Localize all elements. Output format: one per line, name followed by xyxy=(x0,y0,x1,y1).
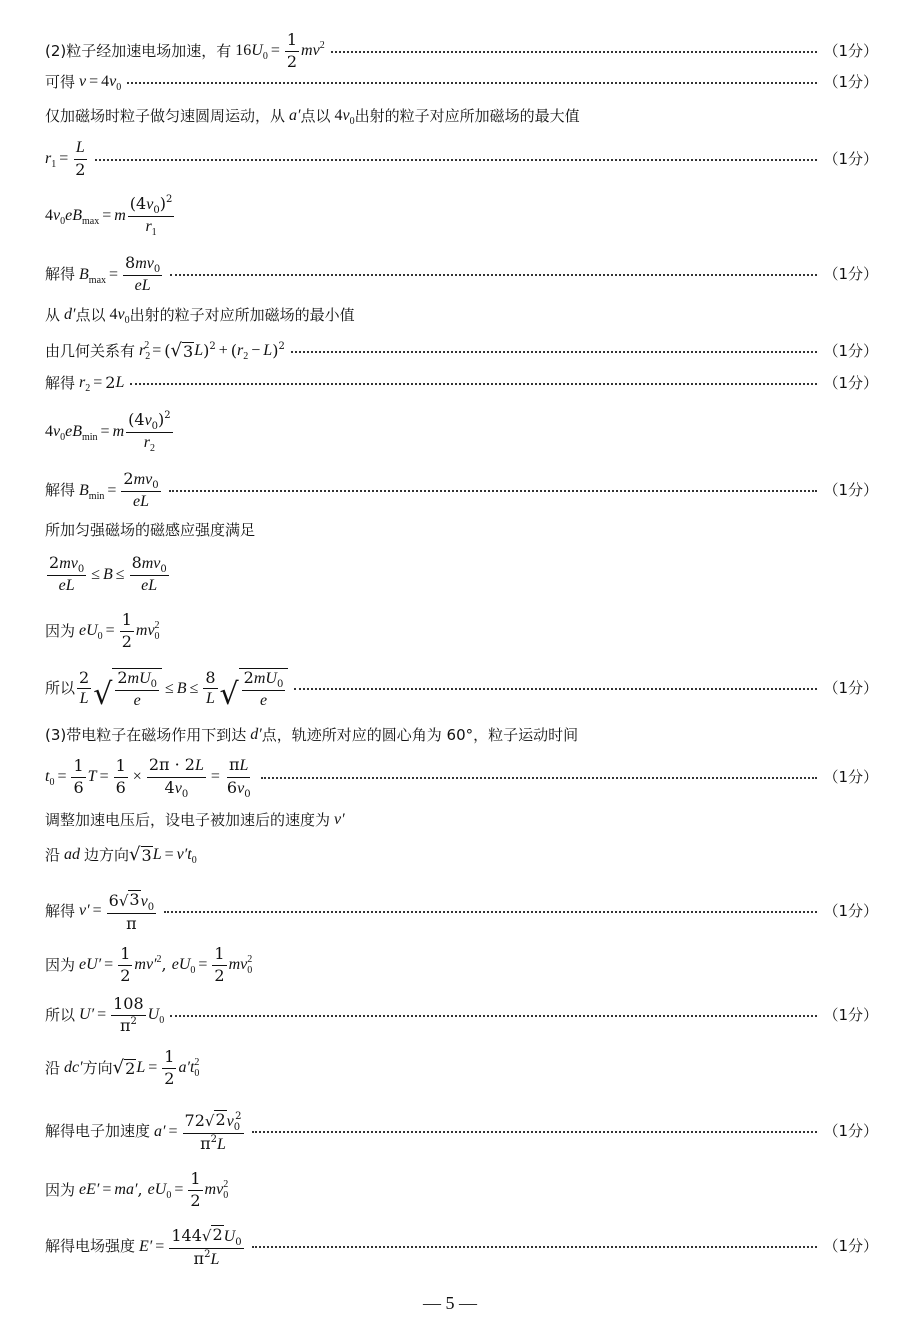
leader-dots xyxy=(252,1130,818,1133)
sqrt: √ $\frac{2mU_0}{e}$ xyxy=(220,668,289,710)
math: $16U_0$ xyxy=(231,42,268,63)
solution-line: 沿 dc′ 方向 √ 2 L = $\frac{1}{2}$ $a't_0^2$ xyxy=(45,1047,200,1088)
line-text: 点以 xyxy=(75,305,106,324)
fraction: $\frac{2mv_0}{eL}$ xyxy=(123,469,159,510)
line-text: 解得 xyxy=(45,481,76,500)
fraction: $\frac{2}{L}$ xyxy=(79,667,90,708)
line-text: 由几何关系有 xyxy=(45,341,136,360)
sqrt: √ 3 xyxy=(129,844,152,865)
math: $r_1$ xyxy=(45,150,57,171)
fraction: $\frac{2\pi \cdot 2L}{4v_0}$ xyxy=(148,755,204,800)
line-text: 出射的粒子对应所加磁场的最大值 xyxy=(354,106,580,125)
solution-line: 由几何关系有 $r_2^2$ = ( √ 3 L )$^2$ + ( $r_2$ − L )$^2$ （1分） xyxy=(45,340,878,362)
line-text: 可得 xyxy=(45,72,76,91)
leader-dots xyxy=(170,1014,817,1017)
fraction: $\frac{1}{2}$ xyxy=(214,944,225,985)
line-text: 沿 xyxy=(45,845,61,864)
fraction: $\frac{1}{2}$ xyxy=(190,1169,201,1210)
solution-line: 解得电场强度 E′ = 144 √ 2 $U_0$ $\pi^2L$ （1分） xyxy=(45,1225,878,1268)
fraction: 72 √ 2 $v_0^2$ $\pi^2L$ xyxy=(184,1110,242,1153)
line-text: 边方向 xyxy=(84,845,130,864)
fraction: $\frac{L}{2}$ xyxy=(75,139,86,179)
fraction: $\frac{108}{\pi^2}$ xyxy=(113,994,144,1035)
score-label: （1分） xyxy=(823,373,878,392)
solution-line: 所以 U′ = $\frac{108}{\pi^2}$ $U_0$ （1分） xyxy=(45,994,878,1035)
solution-line: $t_0$ = $\frac{1}{6}$ T = $\frac{1}{6}$ × $\frac{2\pi \cdot 2L}{4v_0}$ = $\frac{\pi L}{6v_0}$ （1分） xyxy=(45,755,878,800)
fraction: $\frac{1}{2}$ xyxy=(286,30,298,71)
math: $B_{max}$ xyxy=(75,265,107,286)
solution-line: $4v_0eB_{max}$ = m $\frac{(4v_0)^2}{r_1}$ xyxy=(45,194,173,238)
leader-dots xyxy=(291,350,818,353)
leader-dots xyxy=(252,1245,818,1248)
score-label: （1分） xyxy=(823,481,878,500)
solution-line: 所以 $\frac{2}{L}$ √ $\frac{2mU_0}{e}$ ≤ B ≤ $\frac{8}{L}$ √ $\frac{2mU_0}{e}$ （1分） xyxy=(45,667,878,712)
line-text: 从 xyxy=(45,305,61,324)
leader-dots xyxy=(127,81,817,84)
sqrt: √ $\frac{2mU_0}{e}$ xyxy=(93,668,162,710)
solution-line: (2)粒子经加速电场加速，有 $16U_0$ = $\frac{1}{2}$ $mv^2$ （1分） xyxy=(45,30,878,71)
fraction: $\frac{1}{2}$ xyxy=(121,610,132,651)
fraction: $\frac{8}{L}$ xyxy=(205,667,216,708)
leader-dots xyxy=(164,910,817,913)
line-text: 出射的粒子对应所加磁场的最小值 xyxy=(129,305,355,324)
fraction: $\frac{8mv_0}{eL}$ xyxy=(125,253,161,294)
sqrt: √ 3 xyxy=(170,340,194,361)
line-text: 因为 xyxy=(45,621,76,640)
line-text: 所加匀强磁场的磁感应强度满足 xyxy=(45,521,256,539)
solution-line: 调整加速电压后，设电子被加速后的速度为 v′ xyxy=(45,810,345,829)
line-text: 沿 xyxy=(45,1058,61,1077)
solution-line: (3)带电粒子在磁场作用下到达 d′ 点，轨迹所对应的圆心角为 60°，粒子运动时间 xyxy=(45,725,579,744)
solution-line: 解得 v′ = 6 √ 3 $v_0$ π （1分） xyxy=(45,890,878,933)
score-label: （1分） xyxy=(823,41,878,60)
score-label: （1分） xyxy=(823,767,878,786)
line-text: 所以 xyxy=(45,1005,76,1024)
line-text: 因为 xyxy=(45,955,76,974)
solution-line: 解得 $B_{max}$ = $\frac{8mv_0}{eL}$ （1分） xyxy=(45,253,878,294)
line-text: 仅加磁场时粒子做匀速圆周运动，从 xyxy=(45,106,286,125)
fraction: $\frac{8mv_0}{eL}$ xyxy=(131,553,167,594)
line-text: 解得 xyxy=(45,373,76,392)
leader-dots xyxy=(130,382,817,385)
leader-dots xyxy=(331,50,818,53)
solution-line: $r_1$ = $\frac{L}{2}$ （1分） xyxy=(45,139,878,179)
score-label: （1分） xyxy=(823,1237,878,1256)
fraction: $\frac{1}{2}$ xyxy=(164,1047,175,1088)
leader-dots xyxy=(170,273,817,276)
leader-dots xyxy=(169,489,818,492)
line-text: 解得 xyxy=(45,265,76,284)
page-number: — 5 — xyxy=(423,1293,477,1313)
score-label: （1分） xyxy=(823,72,878,91)
score-label: （1分） xyxy=(823,1005,878,1024)
score-label: （1分） xyxy=(823,265,878,284)
fraction: $\frac{\pi L}{6v_0}$ xyxy=(226,755,251,800)
solution-line: 解得 $B_{min}$ = $\frac{2mv_0}{eL}$ （1分） xyxy=(45,469,878,510)
line-text: 方向 xyxy=(82,1058,113,1077)
line-text: 因为 xyxy=(45,1180,76,1199)
line-text: 点，轨迹所对应的圆心角为 60°，粒子运动时间 xyxy=(261,725,579,744)
math: $4v_0eB_{max}$ xyxy=(45,206,100,227)
fraction: $\frac{(4v_0)^2}{r_1}$ xyxy=(129,194,173,238)
fraction: 144 √ 2 $U_0$ $\pi^2L$ xyxy=(171,1225,242,1268)
solution-line: 因为 eE′ = ma′ , $eU_0$ = $\frac{1}{2}$ $mv_0^2$ xyxy=(45,1169,229,1210)
fraction: $\frac{1}{6}$ xyxy=(73,756,84,797)
leader-dots xyxy=(95,158,817,161)
score-label: （1分） xyxy=(823,149,878,168)
solution-line: 解得电子加速度 a′ = 72 √ 2 $v_0^2$ $\pi^2L$ （1分） xyxy=(45,1110,878,1153)
line-text: (3)带电粒子在磁场作用下到达 xyxy=(45,725,247,744)
fraction: $\frac{1}{2}$ xyxy=(120,944,131,985)
math: $4v_0$ xyxy=(330,107,355,127)
line-text: 解得电场强度 xyxy=(45,1237,136,1256)
fraction: $\frac{1}{6}$ xyxy=(115,756,126,797)
leader-dots xyxy=(261,776,818,779)
solution-line: 可得 v = $4v_0$ （1分） xyxy=(45,72,878,93)
fraction: 6 √ 3 $v_0$ π xyxy=(108,890,155,933)
solution-line: 解得 $r_2$ = 2 L （1分） xyxy=(45,373,878,394)
line-text: (2)粒子经加速电场加速，有 xyxy=(45,41,232,60)
math: $4v_0$ xyxy=(101,73,122,93)
solution-line: 因为 eU′ = $\frac{1}{2}$ $mv'^2$ , $eU_0$ = $\frac{1}{2}$ $mv_0^2$ xyxy=(45,944,253,985)
fraction: $\frac{(4v_0)^2}{r_2}$ xyxy=(128,410,171,454)
line-text: 调整加速电压后，设电子被加速后的速度为 xyxy=(45,810,331,829)
score-label: （1分） xyxy=(823,341,878,360)
line-text: 解得电子加速度 xyxy=(45,1122,151,1141)
solution-line: 从 d′ 点以 $4v_0$ 出射的粒子对应所加磁场的最小值 xyxy=(45,305,355,326)
sqrt: √ 2 xyxy=(112,1057,136,1079)
solution-line: 因为 $eU_0$ = $\frac{1}{2}$ $mv_0^2$ xyxy=(45,610,160,651)
line-text: 所以 xyxy=(45,679,76,698)
solution-line: 沿 ad 边方向 √ 3 L = $v't_0$ xyxy=(45,844,197,866)
solution-line xyxy=(45,523,878,538)
solution-line: $4v_0eB_{min}$ = m $\frac{(4v_0)^2}{r_2}$ xyxy=(45,410,171,454)
score-label: （1分） xyxy=(823,901,878,920)
score-label: （1分） xyxy=(823,679,878,698)
fraction: $\frac{2mv_0}{eL}$ xyxy=(49,553,85,594)
line-text: 解得 xyxy=(45,901,76,920)
math: a′ xyxy=(285,107,301,124)
solution-line xyxy=(45,106,878,127)
leader-dots xyxy=(294,687,817,690)
score-label: （1分） xyxy=(823,1122,878,1141)
line-text: 点以 xyxy=(300,106,331,125)
math: v xyxy=(75,73,87,90)
math: $mv^2$ xyxy=(301,40,325,60)
solution-line: $\frac{2mv_0}{eL}$ ≤ B ≤ $\frac{8mv_0}{eL}$ xyxy=(49,553,167,594)
